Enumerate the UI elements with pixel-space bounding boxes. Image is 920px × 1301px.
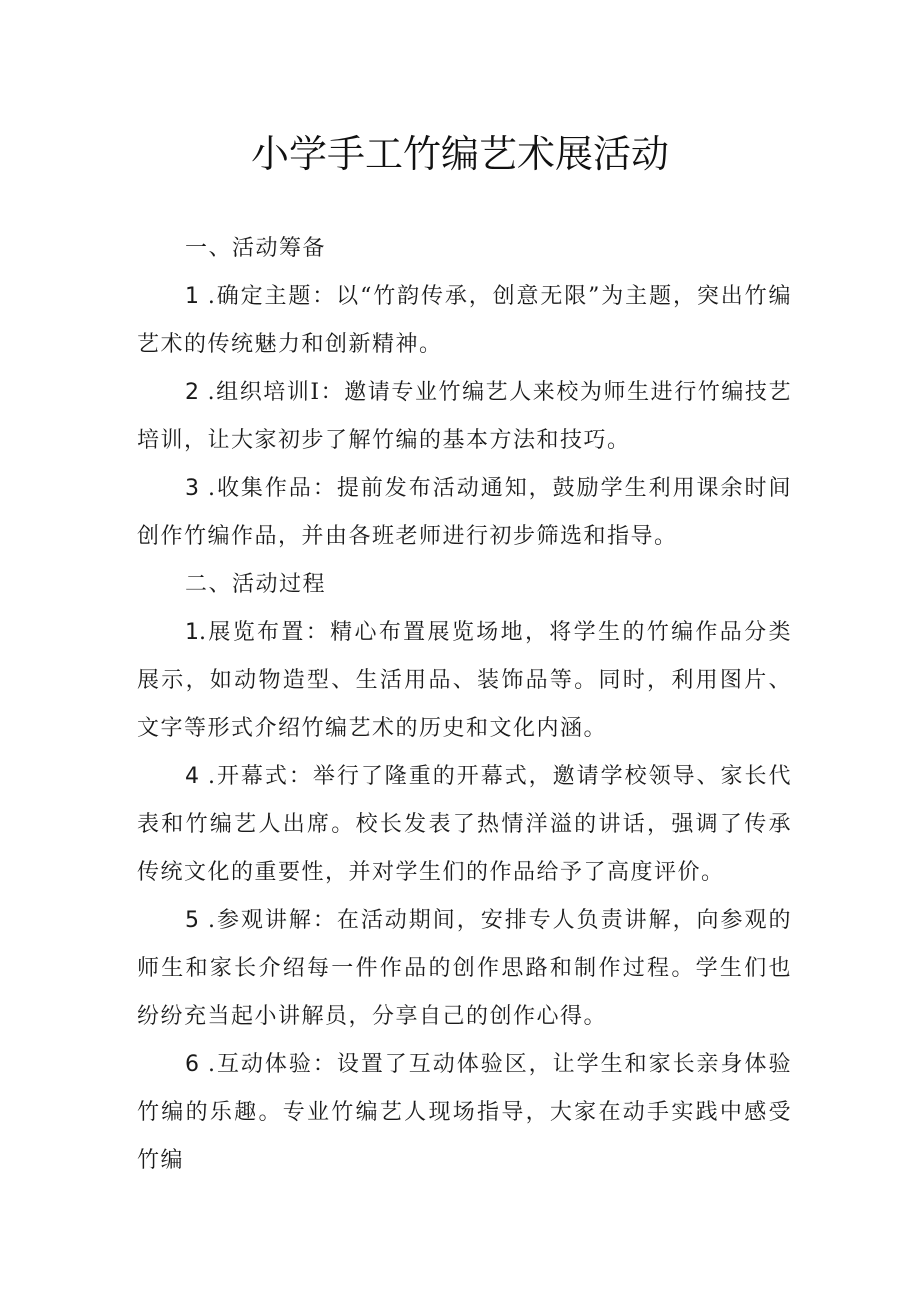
item-number: 6 [185,1052,199,1077]
item-text: .互动体验：设置了互动体验区，让学生和家长亲身体验竹编的乐趣。专业竹编艺人现场指导，大家在动手实践中感受竹编 [137,1052,792,1173]
paragraph-opening-ceremony [137,753,792,897]
item-text: .确定主题：以“竹韵传承，创意无限”为主题，突出竹编艺术的传统魅力和创新精神。 [137,284,792,357]
item-text: .开幕式：举行了隆重的开幕式，邀请学校领导、家长代表和竹编艺人出席。校长发表了热情洋溢的讲话，强调了传承传统文化的重要性，并对学生们的作品给予了高度评价。 [137,764,792,885]
item-number: 2 [185,380,199,405]
item-number: 5 [185,908,199,933]
section-heading-preparation: 一、活动筹备 [185,236,327,261]
item-number: 3 [185,476,199,501]
item-text: .参观讲解：在活动期间，安排专人负责讲解，向参观的师生和家长介绍每一件作品的创作思路和制作过程。学生们也纷纷充当起小讲解员，分享自己的创作心得。 [137,908,792,1029]
paragraph-guided-tour [137,897,792,1041]
item-number: 1 [185,284,199,309]
section-heading-process: 二、活动过程 [185,572,327,597]
item-text: .收集作品：提前发布活动通知，鼓励学生利用课余时间创作竹编作品，并由各班老师进行初步筛选和指导。 [137,476,792,549]
paragraph-exhibition-layout [137,609,792,753]
paragraph-collect-works [137,465,792,561]
document-title: 小学手工竹编艺术展活动 [250,132,669,176]
item-text: .组织培训I：邀请专业竹编艺人来校为师生进行竹编技艺培训，让大家初步了解竹编的基本方法和技巧。 [137,380,792,453]
item-text: .展览布置：精心布置展览场地，将学生的竹编作品分类展示，如动物造型、生活用品、装饰品等。同时，利用图片、文字等形式介绍竹编艺术的历史和文化内涵。 [137,620,792,741]
item-number: 1 [185,620,199,645]
item-number: 4 [185,764,199,789]
paragraph-training [137,369,792,465]
document-body [137,225,792,1185]
paragraph-interactive-experience [137,1041,792,1185]
paragraph-theme [137,273,792,369]
